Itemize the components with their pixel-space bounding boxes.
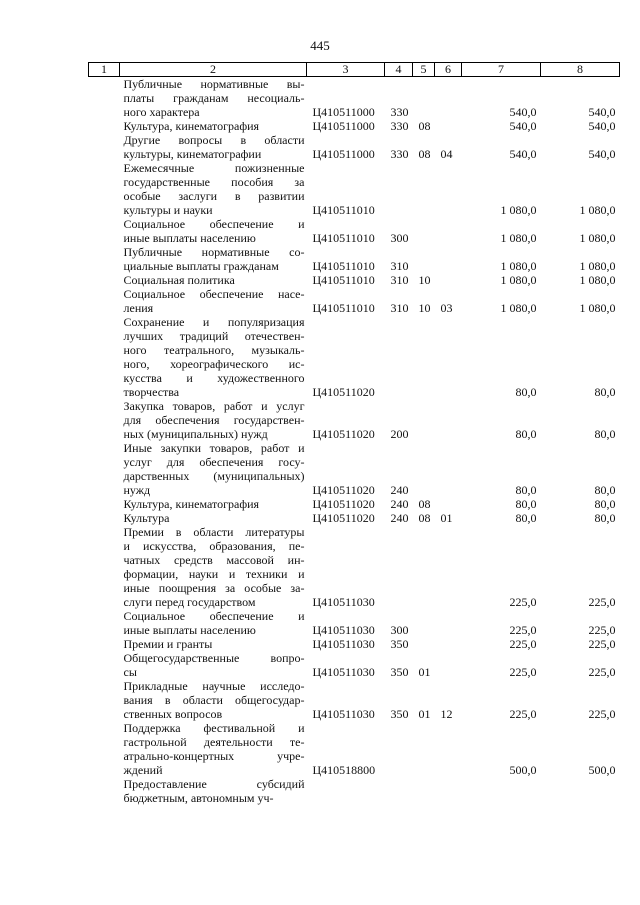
section-cell [413, 721, 435, 777]
amount-col7-cell: 80,0 [515, 483, 537, 497]
item-name-cell [120, 637, 307, 651]
target-article-code-cell: Ц410511000 [312, 147, 375, 161]
expense-type-cell: 310 [390, 273, 409, 287]
target-article-code-cell: Ц410511010 [312, 203, 375, 217]
amount-col7-cell: 80,0 [515, 497, 537, 511]
section-cell: 10 [418, 301, 431, 315]
amount-col8-cell: 540,0 [588, 119, 616, 133]
item-name-line: Публичные нормативные со- [123, 245, 305, 259]
amount-col8-cell: 500,0 [588, 763, 616, 777]
amount-col7-cell: 225,0 [509, 707, 537, 721]
item-name-cell [120, 511, 307, 525]
subsection-cell [435, 161, 462, 217]
table-row [89, 77, 620, 120]
expense-type-cell: 350 [390, 707, 409, 721]
item-name-line: ждений [123, 763, 163, 777]
item-name-cell [120, 133, 307, 161]
item-name-cell [120, 777, 307, 805]
subsection-cell [435, 273, 462, 287]
subsection-cell [435, 119, 462, 133]
item-name-line: формации, науки и техники и [123, 567, 305, 581]
target-article-code-cell: Ц410511010 [312, 259, 375, 273]
section-cell: 10 [418, 273, 431, 287]
subsection-cell [435, 637, 462, 651]
item-name-line: Социальное обеспечение и [123, 217, 305, 231]
column-number-8: 8 [541, 63, 620, 77]
page-number: 445 [310, 38, 330, 53]
row-number-cell [89, 441, 120, 497]
item-name-line: лучших традиций отечествен- [123, 329, 305, 343]
expense-type-cell: 330 [390, 119, 409, 133]
row-number-cell [89, 777, 120, 805]
subsection-cell [435, 315, 462, 399]
section-cell: 08 [418, 119, 431, 133]
target-article-code-cell [307, 777, 385, 805]
item-name-line: циальные выплаты гражданам [123, 259, 279, 273]
section-cell: 08 [418, 497, 431, 511]
amount-col8-cell: 540,0 [588, 147, 616, 161]
section-cell: 01 [418, 665, 431, 679]
amount-col8-cell: 1 080,0 [579, 273, 616, 287]
item-name-cell [120, 679, 307, 721]
item-name-line: Социальное обеспечение насе- [123, 287, 305, 301]
item-name-line: Поддержка фестивальной и [123, 721, 305, 735]
item-name-line: Премии и гранты [123, 637, 213, 651]
amount-col8-cell: 1 080,0 [579, 231, 616, 245]
amount-col7-cell: 1 080,0 [500, 301, 537, 315]
table-row [89, 777, 620, 805]
column-number-2: 2 [120, 63, 307, 77]
expense-type-cell: 240 [390, 497, 409, 511]
amount-col7-cell: 225,0 [509, 623, 537, 637]
target-article-code-cell: Ц410511020 [312, 385, 375, 399]
amount-col8-cell: 80,0 [594, 427, 616, 441]
expense-type-cell: 200 [390, 427, 409, 441]
column-number-4: 4 [385, 63, 413, 77]
amount-col7-cell [462, 777, 541, 805]
table-row [89, 609, 620, 637]
table-row [89, 497, 620, 511]
table-row [89, 161, 620, 217]
table-row [89, 721, 620, 777]
row-number-cell [89, 273, 120, 287]
table-row [89, 287, 620, 315]
item-name-cell [120, 609, 307, 637]
item-name-line: Предоставление субсидий [123, 777, 305, 791]
amount-col8-cell: 225,0 [588, 595, 616, 609]
table-row [89, 245, 620, 273]
amount-col7-cell: 540,0 [509, 147, 537, 161]
amount-col7-cell: 540,0 [509, 105, 537, 119]
section-cell [413, 77, 435, 120]
expense-type-cell [385, 315, 413, 399]
table-row [89, 525, 620, 609]
target-article-code-cell: Ц410511010 [312, 301, 375, 315]
item-name-line: сы [123, 665, 137, 679]
table-row [89, 133, 620, 161]
target-article-code-cell: Ц410511000 [312, 119, 375, 133]
subsection-cell [435, 441, 462, 497]
table-row [89, 399, 620, 441]
expense-type-cell: 350 [390, 665, 409, 679]
item-name-line: и искусства, образования, пе- [123, 539, 305, 553]
row-number-cell [89, 637, 120, 651]
target-article-code-cell: Ц410511020 [312, 511, 375, 525]
item-name-line: культуры и науки [123, 203, 213, 217]
expense-type-cell: 350 [390, 637, 409, 651]
subsection-cell: 12 [440, 707, 453, 721]
amount-col8-cell: 1 080,0 [579, 301, 616, 315]
expense-type-cell [385, 161, 413, 217]
item-name-cell [120, 497, 307, 511]
table-row [89, 651, 620, 679]
item-name-line: Другие вопросы в области [123, 133, 305, 147]
amount-col7-cell: 80,0 [515, 385, 537, 399]
item-name-cell [120, 399, 307, 441]
item-name-line: ственных вопросов [123, 707, 223, 721]
target-article-code-cell: Ц410511020 [312, 483, 375, 497]
section-cell [413, 777, 435, 805]
amount-col7-cell: 1 080,0 [500, 203, 537, 217]
item-name-line: Культура, кинематография [123, 497, 260, 511]
expense-type-cell [385, 777, 413, 805]
row-number-cell [89, 217, 120, 245]
expense-type-cell [385, 721, 413, 777]
expense-type-cell: 240 [390, 511, 409, 525]
target-article-code-cell: Ц410511030 [312, 707, 375, 721]
amount-col7-cell: 80,0 [515, 511, 537, 525]
amount-col8-cell: 1 080,0 [579, 259, 616, 273]
target-article-code-cell: Ц410511030 [312, 623, 375, 637]
table-row [89, 217, 620, 245]
amount-col8-cell: 225,0 [588, 623, 616, 637]
table-header [89, 63, 620, 77]
subsection-cell [435, 651, 462, 679]
subsection-cell [435, 609, 462, 637]
subsection-cell: 04 [440, 147, 453, 161]
item-name-cell [120, 77, 307, 120]
subsection-cell [435, 497, 462, 511]
table-row [89, 273, 620, 287]
target-article-code-cell: Ц410511010 [312, 273, 375, 287]
item-name-cell [120, 161, 307, 217]
section-cell [413, 525, 435, 609]
item-name-line: чатных средств массовой ин- [123, 553, 305, 567]
item-name-cell [120, 217, 307, 245]
row-number-cell [89, 399, 120, 441]
section-cell [413, 399, 435, 441]
expense-type-cell: 330 [390, 147, 409, 161]
target-article-code-cell: Ц410511020 [312, 427, 375, 441]
section-cell [413, 245, 435, 273]
row-number-cell [89, 721, 120, 777]
amount-col7-cell: 1 080,0 [500, 259, 537, 273]
item-name-line: Социальное обеспечение и [123, 609, 305, 623]
section-cell [413, 637, 435, 651]
amount-col8-cell: 1 080,0 [579, 203, 616, 217]
amount-col7-cell: 225,0 [509, 665, 537, 679]
table-body [89, 77, 620, 806]
item-name-line: гастрольной деятельности те- [123, 735, 305, 749]
item-name-cell [120, 525, 307, 609]
subsection-cell: 03 [440, 301, 453, 315]
table-row [89, 679, 620, 721]
item-name-line: Ежемесячные пожизненные [123, 161, 305, 175]
row-number-cell [89, 511, 120, 525]
subsection-cell [435, 217, 462, 245]
expense-type-cell [385, 525, 413, 609]
item-name-cell [120, 315, 307, 399]
amount-col8-cell: 225,0 [588, 637, 616, 651]
item-name-line: Закупка товаров, работ и услуг [123, 399, 305, 413]
table-row [89, 637, 620, 651]
row-number-cell [89, 119, 120, 133]
amount-col8-cell: 80,0 [594, 497, 616, 511]
subsection-cell [435, 525, 462, 609]
section-cell: 08 [418, 147, 431, 161]
item-name-line: кусства и художественного [123, 371, 305, 385]
item-name-line: государственные пособия за [123, 175, 305, 189]
item-name-line: культуры, кинематографии [123, 147, 262, 161]
section-cell [413, 217, 435, 245]
amount-col7-cell: 1 080,0 [500, 273, 537, 287]
item-name-line: услуг для обеспечения госу- [123, 455, 305, 469]
row-number-cell [89, 497, 120, 511]
item-name-cell [120, 721, 307, 777]
item-name-line: ных (муниципальных) нужд [123, 427, 268, 441]
subsection-cell [435, 399, 462, 441]
item-name-line: атрально-концертных учре- [123, 749, 305, 763]
item-name-line: ления [123, 301, 154, 315]
target-article-code-cell: Ц410511030 [312, 665, 375, 679]
amount-col7-cell: 1 080,0 [500, 231, 537, 245]
item-name-line: особые заслуги в развитии [123, 189, 305, 203]
amount-col8-cell: 80,0 [594, 385, 616, 399]
item-name-line: ного характера [123, 105, 200, 119]
item-name-line: дарственных (муниципальных) [123, 469, 305, 483]
item-name-line: Премии в области литературы [123, 525, 305, 539]
item-name-line: вания в области общегосудар- [123, 693, 305, 707]
item-name-line: иные выплаты населению [123, 231, 256, 245]
target-article-code-cell: Ц410518800 [312, 763, 376, 777]
section-cell [413, 609, 435, 637]
amount-col8-cell [541, 777, 620, 805]
item-name-cell [120, 119, 307, 133]
amount-col7-cell: 225,0 [509, 637, 537, 651]
target-article-code-cell: Ц410511010 [312, 231, 375, 245]
amount-col7-cell: 500,0 [509, 763, 537, 777]
row-number-cell [89, 287, 120, 315]
section-cell [413, 315, 435, 399]
item-name-cell [120, 287, 307, 315]
section-cell: 08 [418, 511, 431, 525]
column-number-7: 7 [462, 63, 541, 77]
item-name-line: бюджетным, автономным уч- [123, 791, 274, 805]
amount-col7-cell: 540,0 [509, 119, 537, 133]
item-name-line: слуги перед государством [123, 595, 256, 609]
row-number-cell [89, 245, 120, 273]
table-row [89, 511, 620, 525]
subsection-cell: 01 [440, 511, 453, 525]
expense-type-cell: 240 [390, 483, 409, 497]
item-name-line: Социальная политика [123, 273, 235, 287]
column-number-row [89, 63, 620, 77]
item-name-line: ного, хореографического ис- [123, 357, 305, 371]
item-name-line: Культура [123, 511, 170, 525]
expense-type-cell: 310 [390, 301, 409, 315]
row-number-cell [89, 651, 120, 679]
expense-type-cell: 330 [390, 105, 409, 119]
item-name-line: Сохранение и популяризация [123, 315, 305, 329]
item-name-line: Общегосударственные вопро- [123, 651, 305, 665]
expense-type-cell: 300 [390, 623, 409, 637]
row-number-cell [89, 161, 120, 217]
column-number-5: 5 [413, 63, 435, 77]
expense-type-cell: 310 [390, 259, 409, 273]
amount-col7-cell: 80,0 [515, 427, 537, 441]
amount-col8-cell: 225,0 [588, 665, 616, 679]
item-name-line: Прикладные научные исследо- [123, 679, 305, 693]
row-number-cell [89, 315, 120, 399]
item-name-line: иные выплаты населению [123, 623, 256, 637]
item-name-line: нужд [123, 483, 151, 497]
row-number-cell [89, 133, 120, 161]
column-number-6: 6 [435, 63, 462, 77]
target-article-code-cell: Ц410511030 [312, 595, 375, 609]
row-number-cell [89, 525, 120, 609]
amount-col8-cell: 80,0 [594, 511, 616, 525]
item-name-cell [120, 245, 307, 273]
column-number-3: 3 [307, 63, 385, 77]
table-row [89, 315, 620, 399]
subsection-cell [435, 777, 462, 805]
item-name-line: Иные закупки товаров, работ и [123, 441, 305, 455]
section-cell [413, 441, 435, 497]
table-row [89, 441, 620, 497]
item-name-cell [120, 273, 307, 287]
table-row [89, 119, 620, 133]
column-number-1: 1 [89, 63, 120, 77]
amount-col7-cell: 225,0 [509, 595, 537, 609]
item-name-line: платы гражданам несоциаль- [123, 91, 305, 105]
target-article-code-cell: Ц410511030 [312, 637, 375, 651]
item-name-cell [120, 441, 307, 497]
subsection-cell [435, 77, 462, 120]
subsection-cell [435, 245, 462, 273]
item-name-line: творчества [123, 385, 180, 399]
row-number-cell [89, 77, 120, 120]
item-name-cell [120, 651, 307, 679]
amount-col8-cell: 540,0 [588, 105, 616, 119]
row-number-cell [89, 679, 120, 721]
target-article-code-cell: Ц410511020 [312, 497, 375, 511]
item-name-line: ного театрального, музыкаль- [123, 343, 305, 357]
amount-col8-cell: 80,0 [594, 483, 616, 497]
expense-type-cell: 300 [390, 231, 409, 245]
item-name-line: Публичные нормативные вы- [123, 77, 305, 91]
section-cell [413, 161, 435, 217]
budget-table [88, 62, 620, 805]
row-number-cell [89, 609, 120, 637]
item-name-line: иные поощрения за особые за- [123, 581, 305, 595]
section-cell: 01 [418, 707, 431, 721]
subsection-cell [435, 721, 462, 777]
item-name-line: для обеспечения государствен- [123, 413, 305, 427]
item-name-line: Культура, кинематография [123, 119, 260, 133]
amount-col8-cell: 225,0 [588, 707, 616, 721]
target-article-code-cell: Ц410511000 [312, 105, 375, 119]
